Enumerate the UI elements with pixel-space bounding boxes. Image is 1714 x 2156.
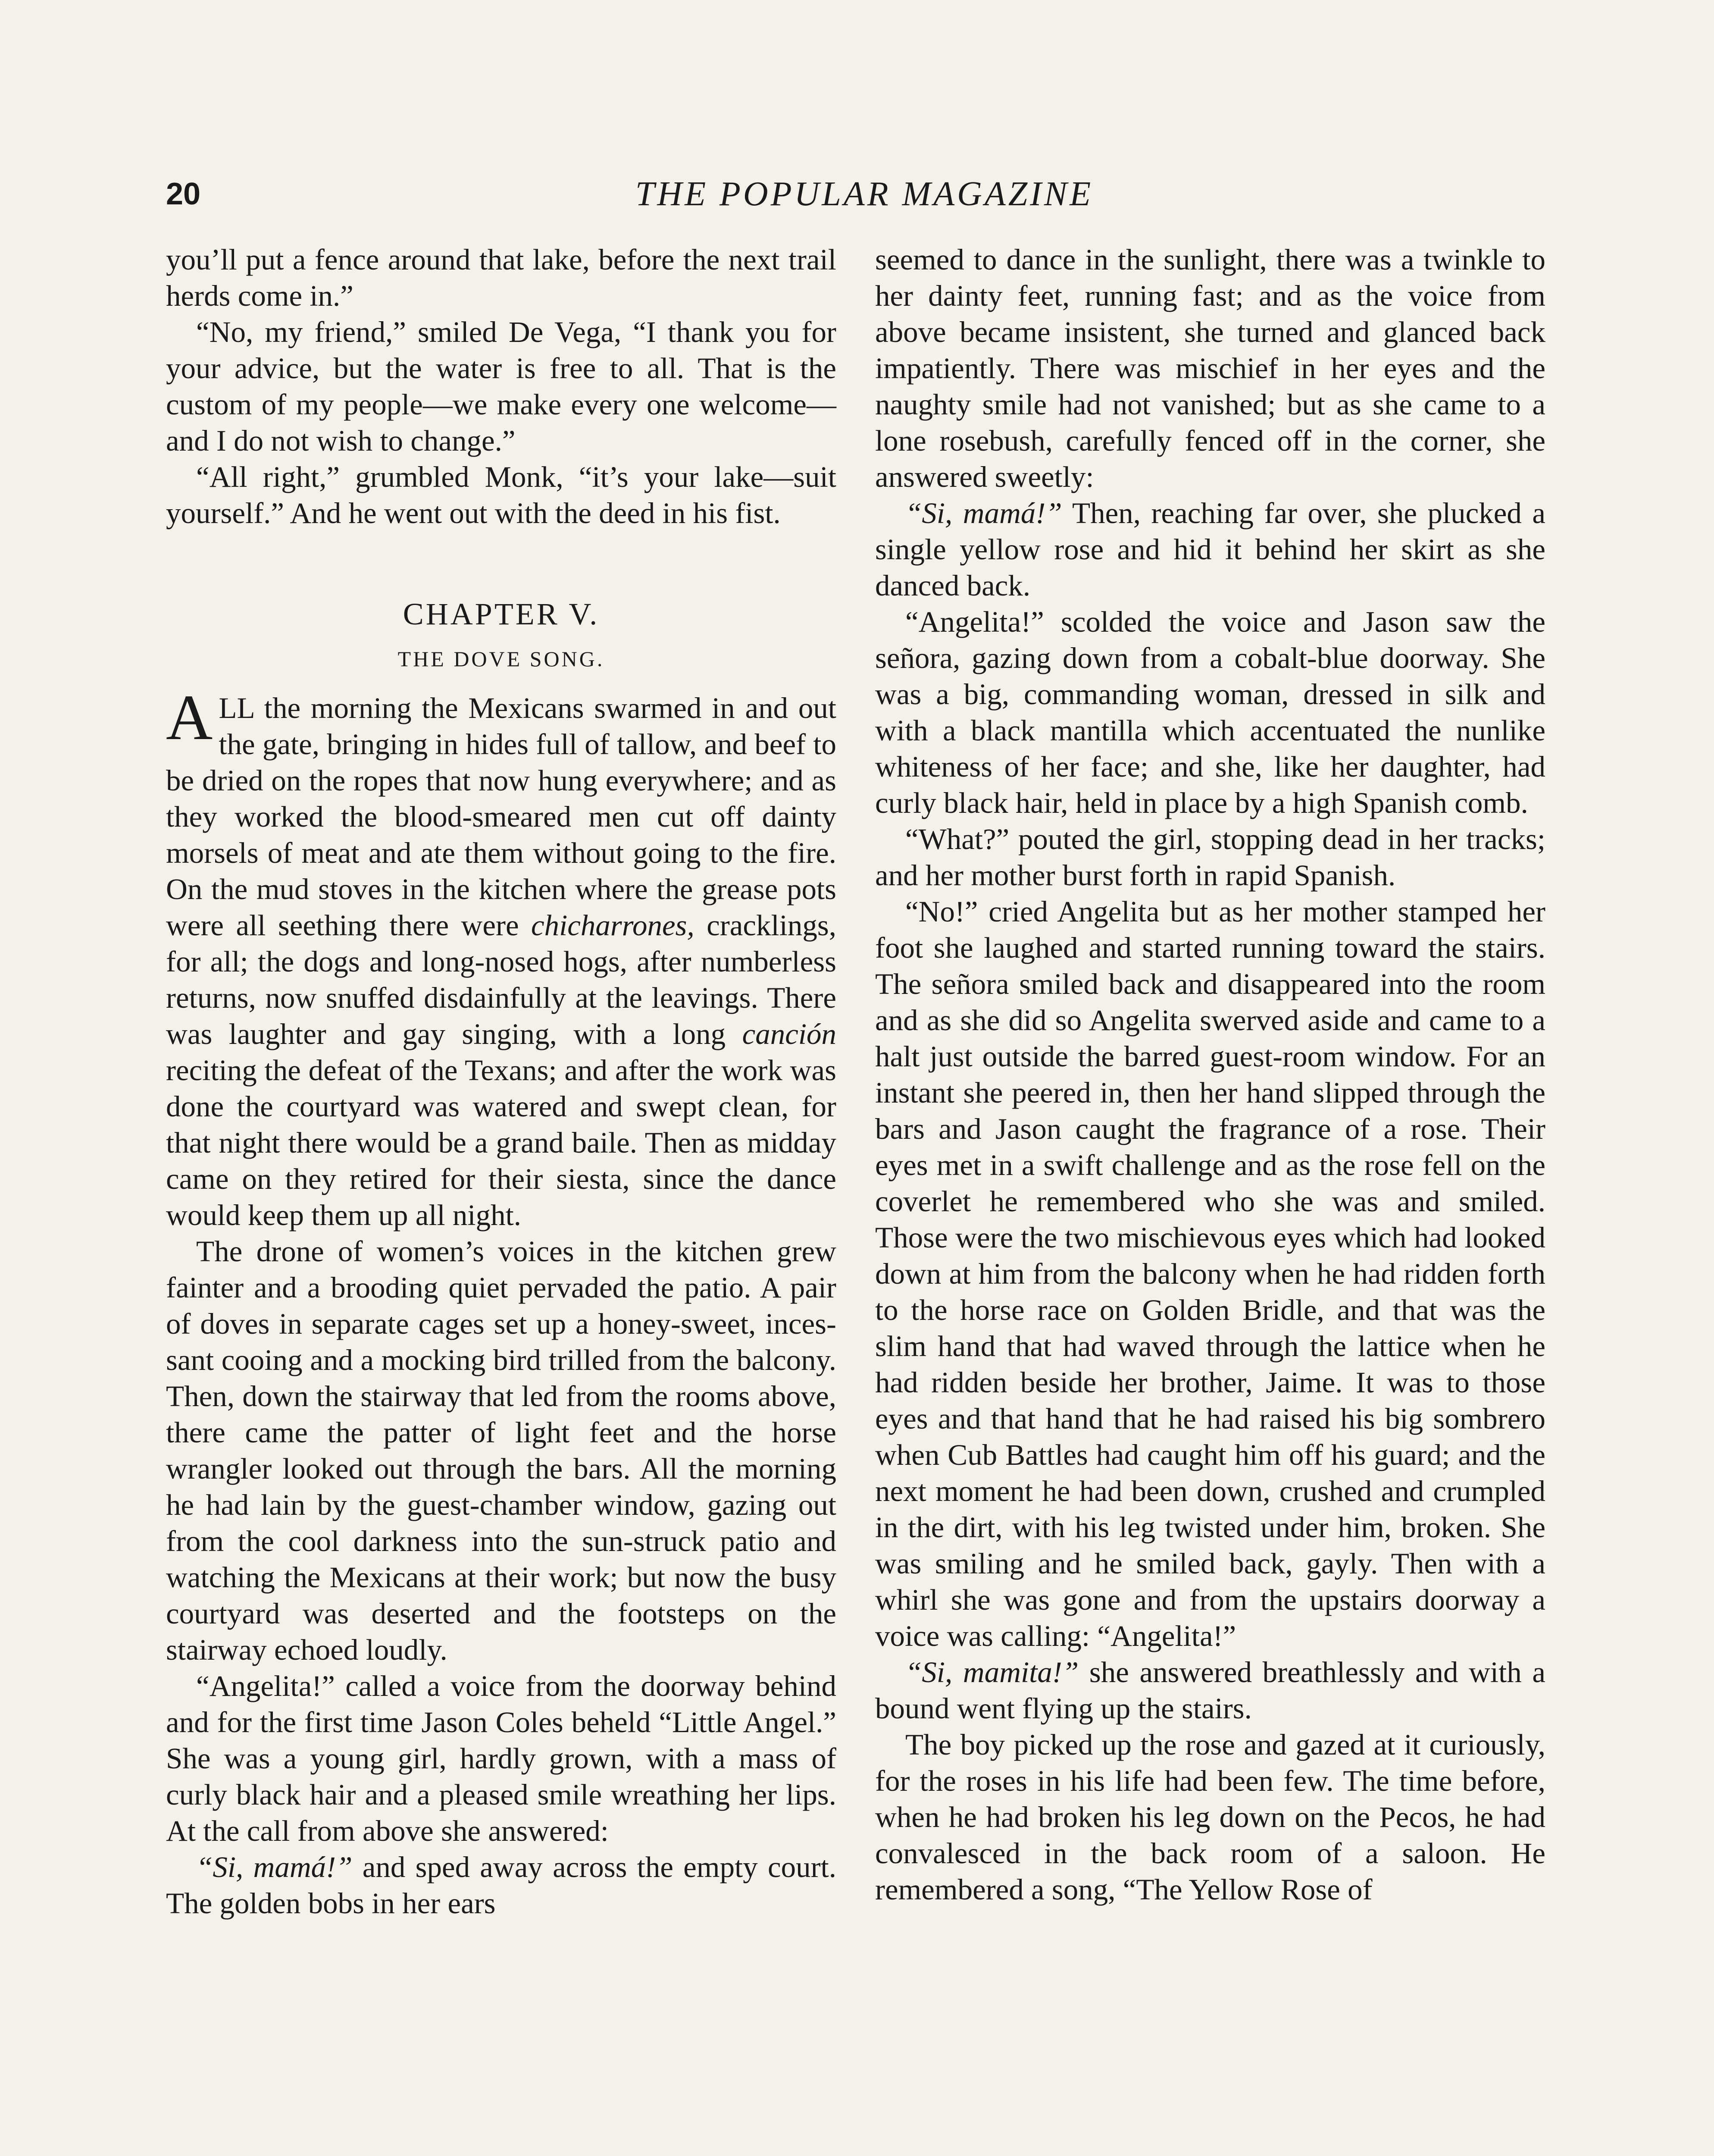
paragraph — [166, 1849, 836, 1921]
chapter-subtitle: THE DOVE SONG. — [397, 647, 605, 671]
italic-dialogue: “Si, mamá!” — [905, 497, 1062, 530]
text-run: reciting the defeat of the Texans; and after the work was done the courtyard was watered and swept clean, for that night there would be a grand baile. Then as midday came on they retired for their siesta, since the dance would keep them up all night. — [166, 1054, 836, 1232]
text-run: Then, reaching far over, she plucked a single yellow rose and hid it behind her skirt as she danced back. — [875, 497, 1546, 602]
italic-word: chicharrones, — [531, 909, 694, 942]
text-run: and sped away across the empty court. The golden bobs in her ears — [166, 1851, 836, 1920]
running-head: THE POPULAR MAGAZINE — [635, 175, 1094, 213]
paragraph: “Angelita!” scolded the voice and Jason saw the señora, gazing down from a cobalt-blue doorway. She was a big, commanding woman, dressed in silk and with a black mantilla which accentuated the nunlike whiteness of her face; and she, like her daughter, had curly black hair, held in place by a high Spanish comb. — [875, 605, 1545, 819]
italic-dialogue: “Si, mamá!” — [196, 1851, 353, 1883]
paragraph: “Angelita!” called a voice from the doorway behind and for the first time Jason Coles beheld “Little Angel.” She was a young girl, hardly grown, with a mass of curly black hair and a pleased smile wreathing her lips. At the call from above she answered: — [166, 1670, 836, 1847]
left-column — [166, 241, 836, 1921]
italic-word: canción — [742, 1018, 836, 1050]
page-number: 20 — [166, 177, 201, 211]
right-column — [875, 241, 1545, 1908]
paragraph: you’ll put a fence around that lake, before the next trail herds come in.” — [166, 243, 836, 312]
paragraph: “What?” pouted the girl, stopping dead in her tracks; and her mother burst forth in rapid Spanish. — [875, 823, 1545, 892]
chapter-title: CHAPTER V. — [403, 597, 600, 631]
paragraph-opening — [166, 682, 836, 1233]
paragraph: “No, my friend,” smiled De Vega, “I thank you for your advice, but the water is free to all. That is the custom of my people—we make every one welcome—and I do not wish to change.” — [166, 316, 836, 457]
paragraph: “All right,” grumbled Monk, “it’s your lake—suit yourself.” And he went out with the deed in his fist. — [166, 461, 836, 530]
paragraph — [875, 1654, 1545, 1727]
paragraph: The boy picked up the rose and gazed at it curiously, for the roses in his life had been few. The time before, when he had broken his leg down on the Pecos, he had convalesced in the back room of a saloon. He remembered a song, “The Yellow Rose of — [875, 1728, 1545, 1906]
paragraph: The drone of women’s voices in the kitchen grew fainter and a brooding quiet pervaded the patio. A pair of doves in separate cages set up a honey-sweet, incessant cooing and a mocking bird trilled from the balcony. Then, down the stairway that led from the rooms above, there came the patter of light feet and the horse wrangler looked out through the bars. All the morning he had lain by the guest-chamber window, gazing out from the cool darkness into the sun-struck patio and watching the Mexicans at their work; but now the busy courtyard was deserted and the footsteps on the stairway echoed loudly. — [166, 1235, 836, 1666]
italic-dialogue: “Si, mamita!” — [905, 1656, 1079, 1689]
paragraph — [875, 495, 1545, 604]
text-run: LL the morning the Mexicans swarmed in and out the gate, bringing in hides full of tallow, and beef to be dried on the ropes that now hung everywhere; and as they worked the blood-smeared men cut off dainty morsels of meat and ate them without going to the fire. On the mud stoves in the kitchen where the grease pots were all seething there were — [166, 692, 836, 942]
paragraph: seemed to dance in the sunlight, there was a twinkle to her dainty feet, running fast; and as the voice from above became insistent, she turned and glanced back impatiently. There was mischief in her eyes and the naughty smile had not vanished; but as she came to a lone rosebush, carefully fenced off in the corner, she answered sweetly: — [875, 243, 1545, 493]
text-run: cracklings, for all; the dogs and long-nosed hogs, after numberless returns, now snuffed disdainfully at the leavings. There was laughter and gay singing, with a long — [166, 909, 836, 1050]
paragraph: “No!” cried Angelita but as her mother stamped her foot she laughed and started running toward the stairs. The señora smiled back and disappeared into the room and as she did so Angelita swerved aside and came to a halt just outside the barred guest-room window. For an instant she peered in, then her hand slipped through the bars and Jason caught the fragrance of a rose. Their eyes met in a swift challenge and as the rose fell on the coverlet he remembered who she was and smiled. Those were the two mischievous eyes which had looked down at him from the balcony when he had ridden forth to the horse race on Golden Bridle, and that was the slim hand that had waved through the lattice when he had ridden beside her brother, Jaime. It was to those eyes and that hand that he had raised his big sombrero when Cub Battles had caught him off his guard; and the next moment he had been down, crushed and crumpled in the dirt, with his leg twisted under him, broken. She was smiling and he smiled back, gayly. Then with a whirl she was gone and from the upstairs doorway a voice was calling: “Angelita!” — [875, 895, 1545, 1652]
text-run: she answered breathlessly and with a bound went flying up the stairs. — [875, 1656, 1545, 1725]
page-header — [166, 170, 1563, 218]
drop-cap: A — [166, 682, 213, 753]
